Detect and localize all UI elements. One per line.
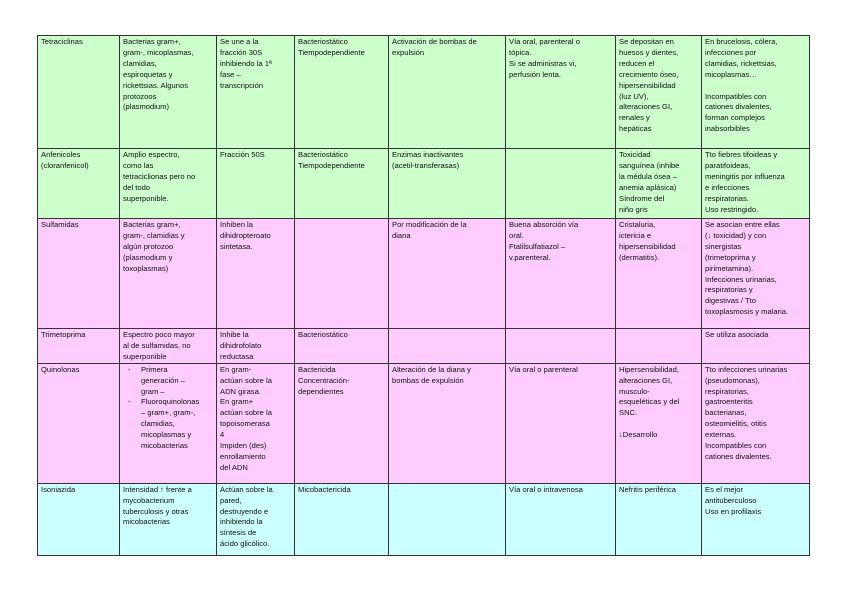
cell-line: Tto fiebres tifoideas y xyxy=(705,150,778,159)
cell-line: digestivas / Tto xyxy=(705,296,756,306)
cell-line: micoplasmas y xyxy=(141,430,192,440)
cell-line: Anfenicoles xyxy=(41,150,81,159)
cell-line: Inhiben la xyxy=(220,220,253,229)
bullet-list xyxy=(123,365,213,452)
cell-line: oral. xyxy=(509,230,524,240)
cell-line: Intensidad ↑ frente a xyxy=(123,484,192,494)
cell-line: Espectro poco mayor xyxy=(123,330,195,339)
cell-resistance xyxy=(389,363,506,483)
cell-line: - Fluoroquinolonas xyxy=(141,397,200,407)
cell-line: destruyendo e xyxy=(220,506,269,516)
cell-clinical-uses xyxy=(702,36,810,149)
cell-line: Buena absorción vía xyxy=(509,220,579,229)
bullet-item xyxy=(141,397,213,452)
cell-line: clamidias, xyxy=(123,58,157,68)
cell-line: expulsión xyxy=(392,47,425,57)
cell-line: Bacterias gram+, xyxy=(123,220,181,229)
cell-line: Bacterias gram+, xyxy=(123,37,181,46)
cell-resistance xyxy=(389,36,506,149)
bullet-item xyxy=(141,365,213,398)
cell-line: hipersensibilidad xyxy=(619,241,676,251)
table-row xyxy=(38,149,810,219)
cell-line: (plasmodium y xyxy=(123,252,173,262)
cell-line: cationes divalentes. xyxy=(705,451,772,461)
cell-line: (acetil-transferasas) xyxy=(392,160,460,170)
cell-line: respiratorias, xyxy=(705,386,749,396)
cell-line: Tetraciclinas xyxy=(41,37,83,46)
cell-spectrum xyxy=(120,483,217,555)
cell-line: rickettsias. Algunos xyxy=(123,80,188,90)
cell-line: Ftalilsulfatiazol – xyxy=(509,241,566,251)
cell-adverse-effects xyxy=(616,36,702,149)
table-row xyxy=(38,329,810,364)
cell-resistance xyxy=(389,483,506,555)
cell-line: meningitis por influenza xyxy=(705,171,785,181)
cell-mechanism xyxy=(217,149,295,219)
cell-line: Cristaluria, xyxy=(619,220,656,229)
cell-line xyxy=(619,419,698,430)
cell-drug-name xyxy=(38,363,120,483)
cell-line: Se une a la xyxy=(220,37,259,46)
cell-line: gram-, clamidias y xyxy=(123,230,185,240)
cell-line: fase – xyxy=(220,69,241,79)
cell-line: En brucelosis, cólera, xyxy=(705,37,778,46)
cell-line: bombas de expulsión xyxy=(392,375,464,385)
cell-line: paratifoideas, xyxy=(705,160,751,170)
cell-line: Tiempodependiente xyxy=(298,160,365,170)
cell-line: perfusión lenta. xyxy=(509,69,561,79)
cell-drug-name xyxy=(38,219,120,329)
cell-line: Isoniazida xyxy=(41,484,76,494)
cell-line: síntesis de xyxy=(220,528,257,538)
cell-line: Infecciones urinarias, xyxy=(705,274,777,284)
cell-line: Bacteriostático xyxy=(298,37,348,46)
cell-line: reductasa xyxy=(220,351,254,361)
cell-line: v.parenteral. xyxy=(509,252,551,262)
cell-line: Hipersensibilidad, xyxy=(619,364,679,374)
cell-line: huesos y dientes, xyxy=(619,47,679,57)
cell-mechanism xyxy=(217,36,295,149)
cell-administration xyxy=(506,329,616,364)
cell-line: (luz UV), xyxy=(619,91,649,101)
cell-activity-type xyxy=(295,219,389,329)
cell-line: renales y xyxy=(619,113,650,123)
cell-line: Inhibe la xyxy=(220,330,249,339)
cell-drug-name xyxy=(38,149,120,219)
cell-line: Trimetoprima xyxy=(41,330,86,339)
cell-line: osteomielitis, otitis xyxy=(705,419,767,429)
cell-line: Uso restringido. xyxy=(705,204,759,214)
cell-line: Incompatibles con xyxy=(705,91,767,101)
cell-line: Por modificación de la xyxy=(392,220,467,229)
cell-line: Bacteriostático xyxy=(298,150,348,159)
cell-line: al de sulfamidas, no xyxy=(123,340,191,350)
cell-line: generación – xyxy=(141,375,185,385)
cell-spectrum xyxy=(120,329,217,364)
cell-line: del ADN xyxy=(220,462,248,472)
cell-spectrum xyxy=(120,149,217,219)
cell-line: niño gris xyxy=(619,204,648,214)
cell-line: cationes divalentes, xyxy=(705,102,772,112)
cell-line: Bactericida xyxy=(298,364,336,374)
cell-line: Enzimas inactivantes xyxy=(392,150,464,159)
cell-activity-type xyxy=(295,36,389,149)
cell-line: Tiempodependiente xyxy=(298,47,365,57)
cell-line: Si se administras vi, xyxy=(509,58,577,68)
table-row xyxy=(38,363,810,483)
cell-line: 4 xyxy=(220,430,225,440)
cell-line: Tto infecciones urinarias xyxy=(705,364,788,374)
table-body xyxy=(38,36,810,556)
cell-adverse-effects xyxy=(616,363,702,483)
cell-line: Vía oral o parenteral xyxy=(509,364,578,374)
cell-line: (cloranfenicol) xyxy=(41,160,89,170)
cell-line: - Primera xyxy=(141,364,168,374)
cell-line: Se depositan en xyxy=(619,37,674,46)
cell-line: Sulfamidas xyxy=(41,220,79,229)
cell-activity-type xyxy=(295,483,389,555)
cell-line: Fracción 50S xyxy=(220,150,265,159)
cell-line: Uso en profilaxis xyxy=(705,506,762,516)
cell-line: fracción 30S xyxy=(220,47,263,57)
cell-line: reducen el xyxy=(619,58,655,68)
cell-drug-name xyxy=(38,483,120,555)
cell-line: En gram- xyxy=(220,364,252,374)
cell-line: Alteración de la diana y xyxy=(392,364,471,374)
cell-line: bacterianas, xyxy=(705,408,747,418)
cell-line: tópica. xyxy=(509,47,532,57)
cell-line: hipersensibilidad xyxy=(619,80,676,90)
cell-line: ácido glicólico. xyxy=(220,539,270,549)
cell-line: Se utiliza asociada xyxy=(705,330,769,339)
cell-line: tetraciclionas pero no xyxy=(123,171,196,181)
cell-line: respiratorias y xyxy=(705,285,753,295)
cell-line: Incompatibles con xyxy=(705,441,767,451)
cell-line: enrollamiento xyxy=(220,451,266,461)
pharmacology-table xyxy=(37,35,810,556)
cell-line: micoplasmas… xyxy=(705,69,757,79)
cell-adverse-effects xyxy=(616,329,702,364)
cell-line: inhibiendo la xyxy=(220,517,263,527)
cell-line: pirimetamina). xyxy=(705,263,754,273)
cell-line: Síndrome del xyxy=(619,193,665,203)
cell-line: diana xyxy=(392,230,411,240)
cell-line: sinergistas xyxy=(705,241,742,251)
cell-line: del todo xyxy=(123,182,151,192)
cell-line: gastroenteritis xyxy=(705,397,753,407)
cell-line: forman complejos xyxy=(705,113,765,123)
cell-adverse-effects xyxy=(616,219,702,329)
cell-line: Vía oral o intravenosa xyxy=(509,484,583,494)
cell-line: alteraciones GI, xyxy=(619,102,673,112)
cell-line: SNC. xyxy=(619,408,638,418)
cell-line: tuberculosis y otras xyxy=(123,506,189,516)
cell-line: (trimetoprima y xyxy=(705,252,756,262)
cell-line: Actúan sobre la xyxy=(220,484,273,494)
cell-line: toxoplasmosis y malaria. xyxy=(705,307,789,317)
table-row xyxy=(38,483,810,555)
cell-line: superponible. xyxy=(123,193,169,203)
cell-line: En gram+ xyxy=(220,397,254,407)
cell-line: micobacterias xyxy=(123,517,170,527)
cell-resistance xyxy=(389,329,506,364)
table-row xyxy=(38,219,810,329)
cell-clinical-uses xyxy=(702,219,810,329)
cell-administration xyxy=(506,36,616,149)
cell-line: topoisomerasa xyxy=(220,419,270,429)
cell-mechanism xyxy=(217,219,295,329)
cell-line: ↓Desarrollo xyxy=(619,430,658,440)
cell-adverse-effects xyxy=(616,483,702,555)
cell-resistance xyxy=(389,149,506,219)
cell-line: micobacterias xyxy=(141,441,188,451)
cell-line: actúan sobre la xyxy=(220,408,272,418)
cell-line: transcripción xyxy=(220,80,264,90)
cell-line: inhibiendo la 1ª xyxy=(220,58,272,68)
cell-mechanism xyxy=(217,329,295,364)
cell-line: inabsorbibles xyxy=(705,124,750,134)
cell-line: crecimiento óseo, xyxy=(619,69,679,79)
cell-line: mycobacterium xyxy=(123,495,175,505)
cell-line: Es el mejor xyxy=(705,484,743,494)
cell-line: espiroquetas y xyxy=(123,69,173,79)
cell-line: sanguínea (inhibe xyxy=(619,160,680,170)
cell-line: Activación de bombas de xyxy=(392,37,477,46)
cell-drug-name xyxy=(38,329,120,364)
cell-line: clamidias, rickettsias, xyxy=(705,58,777,68)
cell-line: como las xyxy=(123,160,154,170)
cell-line: (pseudomonas), xyxy=(705,375,760,385)
cell-line: gram – xyxy=(141,386,165,396)
cell-clinical-uses xyxy=(702,483,810,555)
cell-line: Nefritis periférica xyxy=(619,484,676,494)
cell-mechanism xyxy=(217,483,295,555)
cell-line: (plasmodium) xyxy=(123,102,169,112)
cell-administration xyxy=(506,483,616,555)
cell-spectrum xyxy=(120,36,217,149)
cell-line: Concentración- xyxy=(298,375,350,385)
cell-line: Amplio espectro, xyxy=(123,150,180,159)
cell-line: pared, xyxy=(220,495,242,505)
cell-line: superponible xyxy=(123,351,167,361)
cell-line: ictericia e xyxy=(619,230,652,240)
cell-clinical-uses xyxy=(702,149,810,219)
cell-line: alteraciones GI, xyxy=(619,375,673,385)
cell-line: (dermatitis). xyxy=(619,252,660,262)
cell-line: hepáticas xyxy=(619,124,652,134)
cell-line: e infecciones xyxy=(705,182,750,192)
cell-administration xyxy=(506,149,616,219)
cell-line: ADN girasa. xyxy=(220,386,261,396)
cell-clinical-uses xyxy=(702,363,810,483)
table-row xyxy=(38,36,810,149)
cell-line: anemia aplásica) xyxy=(619,182,677,192)
cell-line: algún protozoo xyxy=(123,241,174,251)
cell-spectrum xyxy=(120,363,217,483)
cell-line: Quinolonas xyxy=(41,364,80,374)
cell-line: gram-, micoplasmas, xyxy=(123,47,194,57)
cell-line: antituberculoso xyxy=(705,495,757,505)
cell-line: Toxicidad xyxy=(619,150,651,159)
cell-line: – gram+, gram-, xyxy=(141,408,196,418)
cell-line: sintetasa. xyxy=(220,241,253,251)
cell-line: (↓ toxicidad) y con xyxy=(705,230,767,240)
cell-line: Micobactericida xyxy=(298,484,351,494)
cell-activity-type xyxy=(295,149,389,219)
cell-line: dihidropteroato xyxy=(220,230,271,240)
cell-administration xyxy=(506,219,616,329)
cell-line: toxoplasmas) xyxy=(123,263,169,273)
cell-line xyxy=(705,81,806,92)
cell-spectrum xyxy=(120,219,217,329)
cell-line: Bacteriostático xyxy=(298,330,348,339)
cell-line: protozoos xyxy=(123,91,157,101)
cell-line: respiratorias. xyxy=(705,193,749,203)
cell-adverse-effects xyxy=(616,149,702,219)
cell-administration xyxy=(506,363,616,483)
cell-activity-type xyxy=(295,363,389,483)
cell-mechanism xyxy=(217,363,295,483)
cell-line: Se asocian entre ellas xyxy=(705,220,780,229)
cell-activity-type xyxy=(295,329,389,364)
cell-line: externas. xyxy=(705,430,737,440)
cell-line: Impiden (des) xyxy=(220,441,267,451)
cell-line: clamidias, xyxy=(141,419,175,429)
cell-drug-name xyxy=(38,36,120,149)
cell-line: la médula ósea – xyxy=(619,171,677,181)
cell-line: esqueléticas y del xyxy=(619,397,680,407)
cell-line: infecciones por xyxy=(705,47,757,57)
cell-clinical-uses xyxy=(702,329,810,364)
cell-line: Vía oral, parenteral o xyxy=(509,37,580,46)
cell-line: musculo- xyxy=(619,386,650,396)
cell-line: dependientes xyxy=(298,386,344,396)
cell-resistance xyxy=(389,219,506,329)
cell-line: actúan sobre la xyxy=(220,375,272,385)
cell-line: dihidrofolato xyxy=(220,340,262,350)
